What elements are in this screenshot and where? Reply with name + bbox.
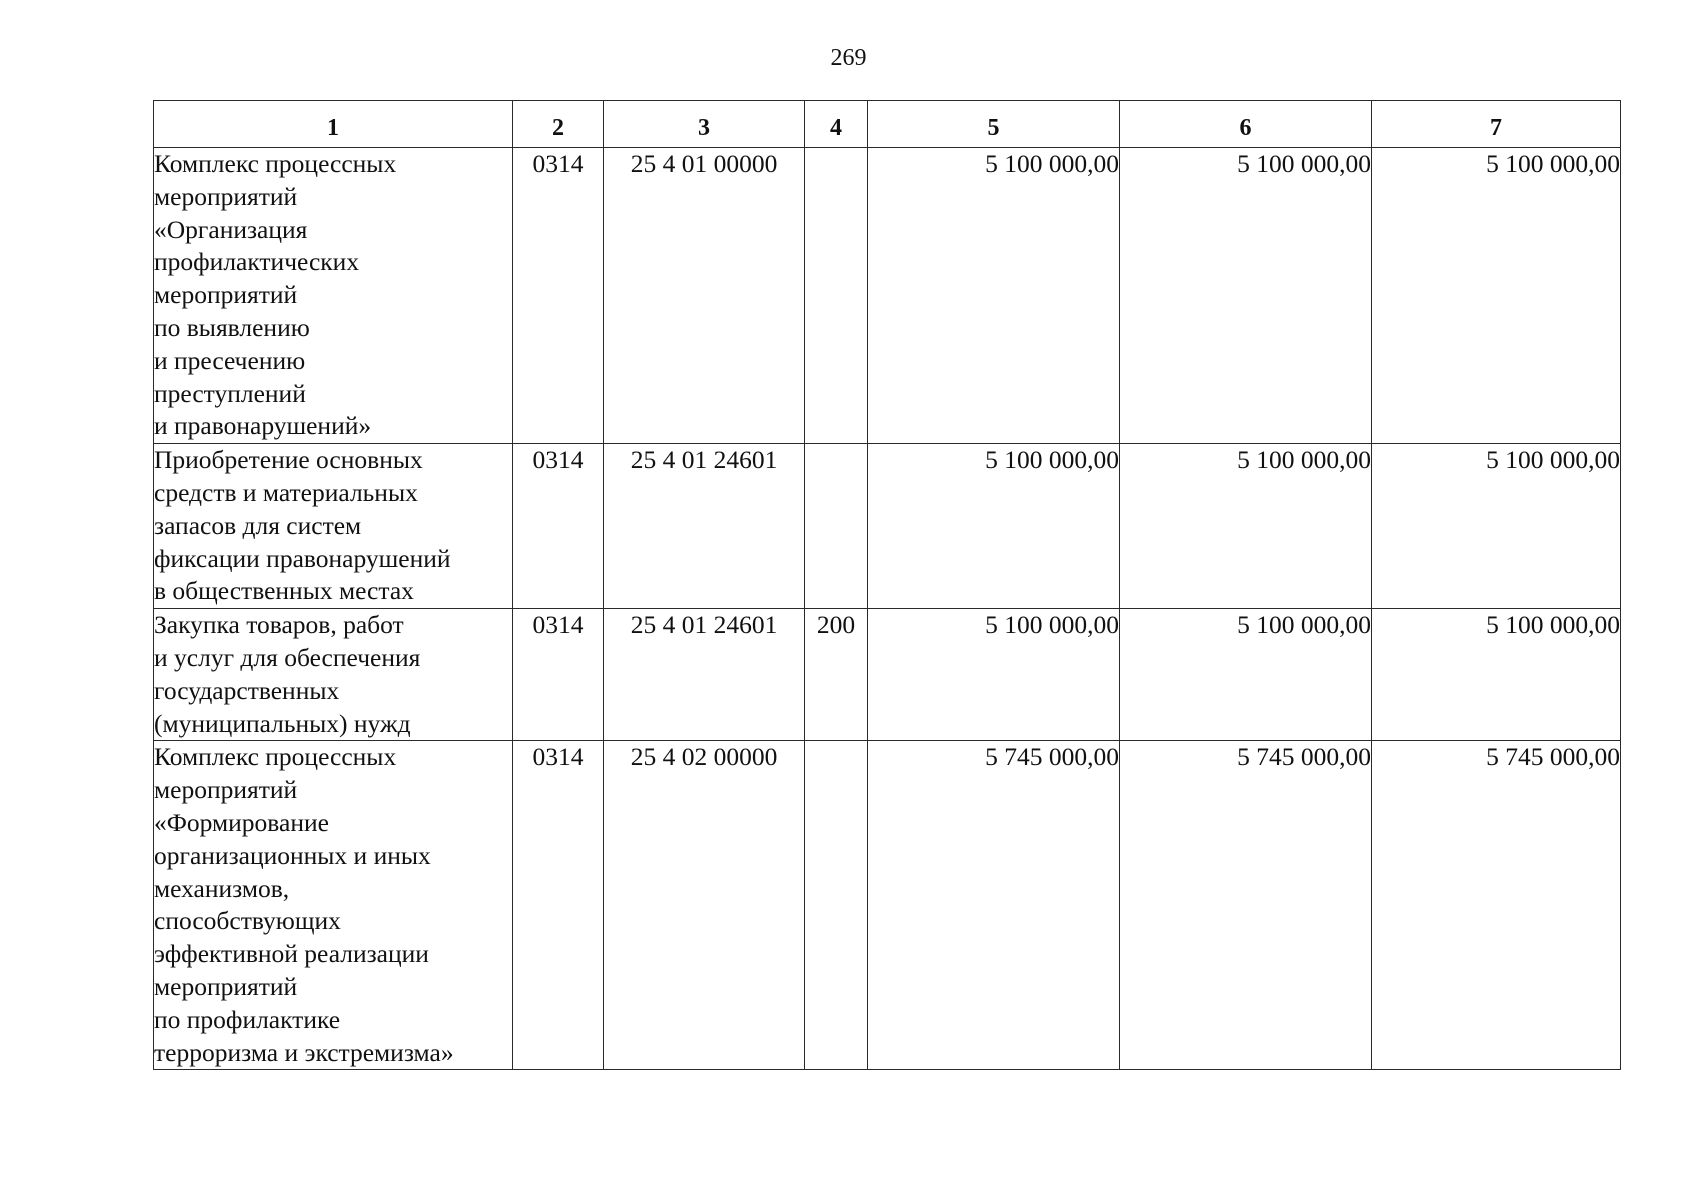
sum-year-1: 5 100 000,00 (868, 444, 1120, 609)
sum-year-1: 5 100 000,00 (868, 148, 1120, 444)
table-row (154, 148, 1621, 444)
sum-year-2: 5 100 000,00 (1120, 609, 1372, 741)
sum-year-3: 5 745 000,00 (1372, 741, 1621, 1070)
sum-year-3: 5 100 000,00 (1372, 148, 1621, 444)
section-code: 0314 (513, 444, 604, 609)
column-header-4: 4 (805, 101, 868, 148)
target-code: 25 4 01 24601 (604, 609, 805, 741)
page-number: 269 (830, 45, 867, 71)
column-header-1: 1 (154, 101, 513, 148)
expense-type (805, 444, 868, 609)
section-code: 0314 (513, 148, 604, 444)
row-name: Закупка товаров, работ и услуг для обеспечения государственных (муниципальных) нужд (154, 609, 513, 741)
table-row (154, 444, 1621, 609)
column-header-7: 7 (1372, 101, 1621, 148)
expense-type: 200 (805, 609, 868, 741)
column-header-6: 6 (1120, 101, 1372, 148)
sum-year-2: 5 100 000,00 (1120, 444, 1372, 609)
sum-year-3: 5 100 000,00 (1372, 609, 1621, 741)
row-name: Приобретение основных средств и материальных запасов для систем фиксации правонарушений в общественных местах (154, 444, 513, 609)
target-code: 25 4 01 24601 (604, 444, 805, 609)
target-code: 25 4 01 00000 (604, 148, 805, 444)
header-row (154, 101, 1621, 148)
table-row (154, 609, 1621, 741)
expense-type (805, 148, 868, 444)
column-header-3: 3 (604, 101, 805, 148)
column-header-2: 2 (513, 101, 604, 148)
section-code: 0314 (513, 609, 604, 741)
expense-type (805, 741, 868, 1070)
sum-year-3: 5 100 000,00 (1372, 444, 1621, 609)
column-header-5: 5 (868, 101, 1120, 148)
sum-year-2: 5 745 000,00 (1120, 741, 1372, 1070)
target-code: 25 4 02 00000 (604, 741, 805, 1070)
section-code: 0314 (513, 741, 604, 1070)
sum-year-2: 5 100 000,00 (1120, 148, 1372, 444)
table-row (154, 741, 1621, 1070)
budget-table (153, 100, 1621, 1070)
sum-year-1: 5 745 000,00 (868, 741, 1120, 1070)
row-name: Комплекс процессных мероприятий «Организация профилактических мероприятий по выявлению и пресечению преступлений и правонарушений» (154, 148, 513, 444)
sum-year-1: 5 100 000,00 (868, 609, 1120, 741)
row-name: Комплекс процессных мероприятий «Формирование организационных и иных механизмов, способствующих эффективной реализации мероприятий по профилактике терроризма и экстремизма» (154, 741, 513, 1070)
